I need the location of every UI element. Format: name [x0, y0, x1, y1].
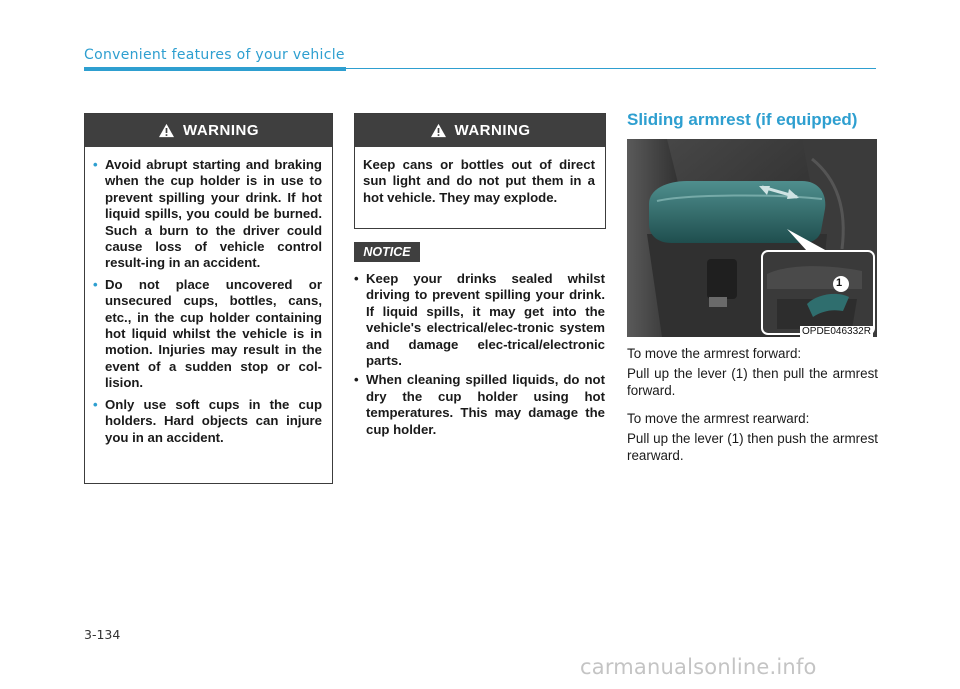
rearward-heading: To move the armrest rearward: [627, 411, 810, 426]
armrest-figure [627, 139, 877, 337]
warning-box-left [84, 113, 333, 484]
warning-header [85, 114, 332, 147]
warning-triangle-icon [430, 123, 447, 138]
notice-item: • When cleaning spilled liquids, do not dry the cup holder using hot temperatures. This may damage the cup holder. [354, 372, 605, 437]
warning-item: • Avoid abrupt starting and braking when the cup holder is in use to prevent spilling your drink. If hot liquid spills, you could be burned. Such a burn to the driver could cause loss of vehicle control result-ing in an accident. [93, 157, 322, 271]
warning-label: WARNING [454, 122, 531, 139]
rearward-text: Pull up the lever (1) then push the armrest rearward. [627, 431, 878, 463]
callout-number: 1 [836, 277, 843, 289]
armrest-section-title: Sliding armrest (if equipped) [627, 110, 858, 129]
warning-item: • Only use soft cups in the cup holders. Hard objects can injure you in an accident. [93, 396, 322, 445]
forward-heading: To move the armrest forward: [627, 346, 802, 361]
notice-list [354, 271, 605, 441]
forward-text: Pull up the lever (1) then pull the armrest forward. [627, 366, 878, 398]
warning-header [355, 114, 605, 147]
watermark: carmanualsonline.info [580, 655, 817, 679]
section-header-title: Convenient features of your vehicle [84, 47, 345, 63]
section-header-rule [346, 68, 876, 69]
warning-label: WARNING [183, 122, 259, 139]
armrest-illustration [627, 139, 877, 337]
figure-code: OPDE046332R [802, 326, 871, 337]
notice-item: • Keep your drinks sealed whilst driving to prevent spilling your drink. If liquid spills, it may get into the vehicle's electrical/elec-tronic system and damage elec-trical/electronic parts. [354, 271, 605, 369]
notice-badge: NOTICE [354, 242, 420, 262]
page-number: 3-134 [84, 627, 121, 642]
warning-item: • Do not place uncovered or unsecured cups, bottles, cans, etc., in the cup holder containing hot liquid whilst the vehicle is in motion. Injuries may result in the event of a sudden stop or col-lision. [93, 276, 322, 391]
warning-triangle-icon [158, 123, 175, 138]
warning-box-right [354, 113, 606, 229]
section-header-bar [84, 67, 346, 71]
warning-text: Keep cans or bottles out of direct sun light and do not put them in a hot vehicle. They may explode. [363, 157, 595, 205]
